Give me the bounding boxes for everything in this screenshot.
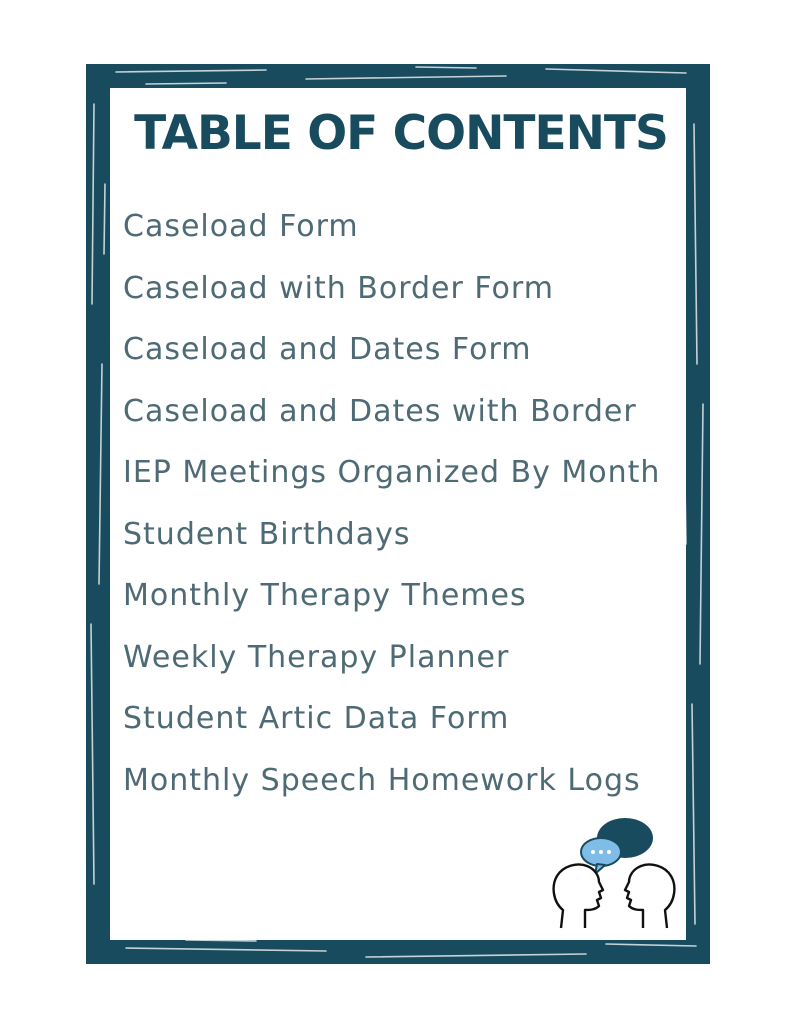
talking-heads-icon <box>549 816 679 932</box>
page-title: TABLE OF CONTENTS <box>134 106 668 161</box>
toc-item-caseload-dates-form: Caseload and Dates Form <box>123 332 532 367</box>
toc-item-caseload-dates-border: Caseload and Dates with Border <box>123 393 637 429</box>
toc-item-student-birthdays: Student Birthdays <box>123 516 411 552</box>
right-head-icon <box>625 864 674 928</box>
toc-item-caseload-form: Caseload Form <box>123 209 359 244</box>
left-head-icon <box>554 864 603 928</box>
toc-item-therapy-planner: Weekly Therapy Planner <box>123 639 510 675</box>
toc-item-iep-meetings: IEP Meetings Organized By Month <box>123 455 661 490</box>
toc-item-homework-logs: Monthly Speech Homework Logs <box>123 762 641 798</box>
toc-item-artic-data-form: Student Artic Data Form <box>123 701 510 736</box>
toc-item-therapy-themes: Monthly Therapy Themes <box>123 578 527 613</box>
toc-list <box>123 201 660 816</box>
toc-item-caseload-border-form: Caseload with Border Form <box>123 270 554 306</box>
